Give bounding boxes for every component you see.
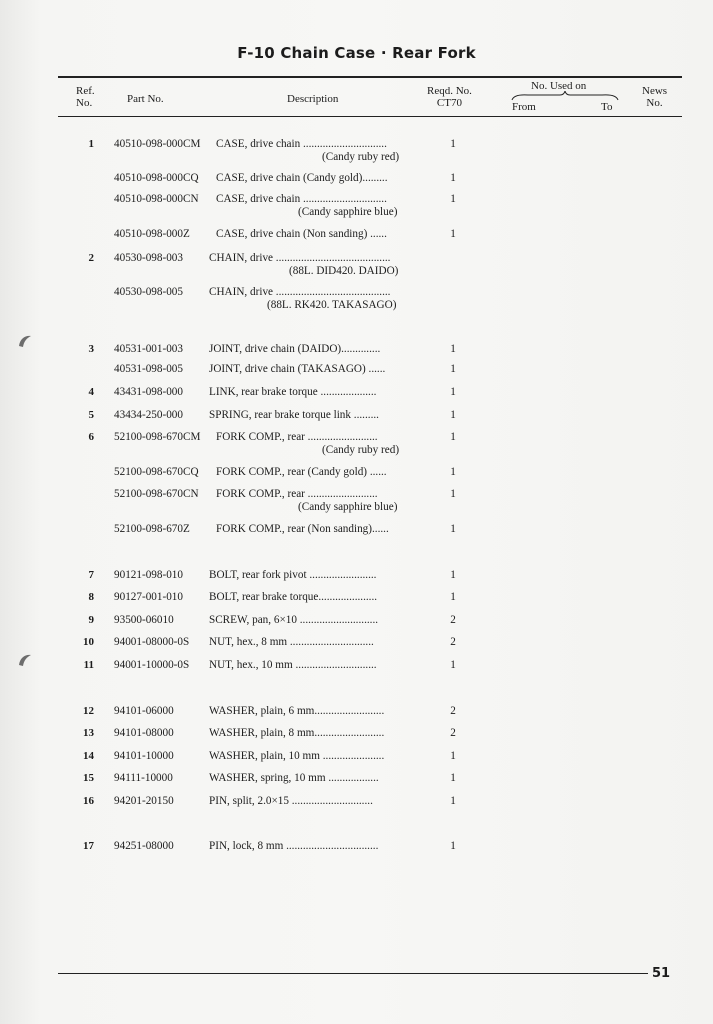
- ref-number: 9: [88, 614, 94, 626]
- ref-number: 13: [83, 727, 94, 739]
- qty-required: 1: [450, 795, 456, 807]
- description: SCREW, pan, 6×10 ............................: [209, 614, 379, 626]
- ref-number: 1: [88, 138, 94, 150]
- column-header-from: From: [512, 101, 536, 113]
- description: CASE, drive chain ..............................: [216, 193, 387, 205]
- description: CASE, drive chain ..............................: [216, 138, 387, 150]
- ref-number: 15: [83, 772, 94, 784]
- ref-number: 2: [88, 252, 94, 264]
- part-number: 90121-098-010: [114, 569, 183, 581]
- page-number: 51: [652, 966, 671, 981]
- qty-required: 1: [450, 466, 456, 478]
- part-number: 52100-098-670CM: [114, 431, 201, 443]
- description: WASHER, plain, 8 mm.........................: [209, 727, 385, 739]
- part-number: 94101-08000: [114, 727, 174, 739]
- part-number: 52100-098-670CQ: [114, 466, 199, 478]
- part-number: 94101-10000: [114, 750, 174, 762]
- ref-number: 6: [88, 431, 94, 443]
- part-number: 94111-10000: [114, 772, 173, 784]
- ref-number: 12: [83, 705, 94, 717]
- ref-number: 7: [88, 569, 94, 581]
- qty-required: 1: [450, 569, 456, 581]
- description-note: (Candy sapphire blue): [298, 501, 398, 513]
- description: FORK COMP., rear .........................: [216, 431, 378, 443]
- description: CASE, drive chain (Candy gold).........: [216, 172, 388, 184]
- column-header-part-no: Part No.: [127, 93, 164, 105]
- part-number: 40530-098-003: [114, 252, 183, 264]
- description-note: (88L. DID420. DAIDO): [289, 265, 399, 277]
- description: FORK COMP., rear .........................: [216, 488, 378, 500]
- part-number: 40510-098-000CQ: [114, 172, 199, 184]
- column-header-ref: Ref. No.: [76, 85, 95, 109]
- description: CHAIN, drive .........................................: [209, 286, 391, 298]
- ref-number: 14: [83, 750, 94, 762]
- qty-required: 1: [450, 193, 456, 205]
- qty-required: 1: [450, 172, 456, 184]
- qty-required: 1: [450, 431, 456, 443]
- description: PIN, lock, 8 mm .................................: [209, 840, 379, 852]
- qty-required: 1: [450, 138, 456, 150]
- part-number: 43434-250-000: [114, 409, 183, 421]
- part-number: 94251-08000: [114, 840, 174, 852]
- description: FORK COMP., rear (Candy gold) ......: [216, 466, 387, 478]
- qty-required: 1: [450, 772, 456, 784]
- part-number: 52100-098-670CN: [114, 488, 199, 500]
- description: PIN, split, 2.0×15 .............................: [209, 795, 373, 807]
- ref-number: 11: [83, 659, 94, 671]
- description: WASHER, spring, 10 mm ..................: [209, 772, 379, 784]
- ref-number: 16: [83, 795, 94, 807]
- qty-required: 1: [450, 228, 456, 240]
- qty-required: 2: [450, 705, 456, 717]
- page-title: F-10 Chain Case · Rear Fork: [237, 44, 476, 62]
- qty-required: 1: [450, 523, 456, 535]
- column-header-description: Description: [287, 93, 339, 105]
- description-note: (Candy ruby red): [322, 151, 400, 163]
- description: NUT, hex., 10 mm .............................: [209, 659, 377, 671]
- part-number: 43431-098-000: [114, 386, 183, 398]
- description: JOINT, drive chain (DAIDO)..............: [209, 343, 381, 355]
- ref-number: 8: [88, 591, 94, 603]
- part-number: 40531-098-005: [114, 363, 183, 375]
- column-header-reqd-no: Reqd. No. CT70: [427, 85, 472, 109]
- part-number: 40510-098-000Z: [114, 228, 190, 240]
- part-number: 93500-06010: [114, 614, 174, 626]
- punch-hole-top: [16, 332, 34, 350]
- description: SPRING, rear brake torque link .........: [209, 409, 379, 421]
- header-bottom-rule: [58, 116, 682, 117]
- punch-hole-bottom: [16, 651, 34, 669]
- used-on-brace: [510, 91, 620, 101]
- ref-number: 5: [88, 409, 94, 421]
- qty-required: 1: [450, 591, 456, 603]
- qty-required: 1: [450, 363, 456, 375]
- description: BOLT, rear fork pivot ........................: [209, 569, 377, 581]
- description-note: (88L. RK420. TAKASAGO): [267, 299, 397, 311]
- part-number: 94101-06000: [114, 705, 174, 717]
- qty-required: 2: [450, 727, 456, 739]
- description-note: (Candy sapphire blue): [298, 206, 398, 218]
- description: CHAIN, drive .........................................: [209, 252, 391, 264]
- part-number: 94001-08000-0S: [114, 636, 190, 648]
- column-header-to: To: [601, 101, 613, 113]
- qty-required: 1: [450, 750, 456, 762]
- qty-required: 1: [450, 488, 456, 500]
- ref-number: 4: [88, 386, 94, 398]
- ref-number: 17: [83, 840, 94, 852]
- part-number: 90127-001-010: [114, 591, 183, 603]
- part-number: 40530-098-005: [114, 286, 183, 298]
- column-header-news-no: News No.: [642, 85, 668, 109]
- description: LINK, rear brake torque ....................: [209, 386, 377, 398]
- header-top-rule: [58, 76, 682, 78]
- part-number: 94201-20150: [114, 795, 174, 807]
- footer-rule: [58, 973, 648, 974]
- description: BOLT, rear brake torque.....................: [209, 591, 378, 603]
- qty-required: 2: [450, 636, 456, 648]
- part-number: 40510-098-000CN: [114, 193, 199, 205]
- qty-required: 2: [450, 614, 456, 626]
- part-number: 52100-098-670Z: [114, 523, 190, 535]
- description: JOINT, drive chain (TAKASAGO) ......: [209, 363, 386, 375]
- part-number: 40510-098-000CM: [114, 138, 201, 150]
- qty-required: 1: [450, 659, 456, 671]
- description: WASHER, plain, 6 mm.........................: [209, 705, 385, 717]
- column-header-used-on: No. Used on: [531, 80, 587, 92]
- description: WASHER, plain, 10 mm ......................: [209, 750, 385, 762]
- description: NUT, hex., 8 mm ..............................: [209, 636, 374, 648]
- description-note: (Candy ruby red): [322, 444, 400, 456]
- qty-required: 1: [450, 409, 456, 421]
- description: FORK COMP., rear (Non sanding)......: [216, 523, 389, 535]
- qty-required: 1: [450, 343, 456, 355]
- ref-number: 10: [83, 636, 94, 648]
- part-number: 94001-10000-0S: [114, 659, 190, 671]
- ref-number: 3: [88, 343, 94, 355]
- qty-required: 1: [450, 386, 456, 398]
- part-number: 40531-001-003: [114, 343, 183, 355]
- qty-required: 1: [450, 840, 456, 852]
- description: CASE, drive chain (Non sanding) ......: [216, 228, 387, 240]
